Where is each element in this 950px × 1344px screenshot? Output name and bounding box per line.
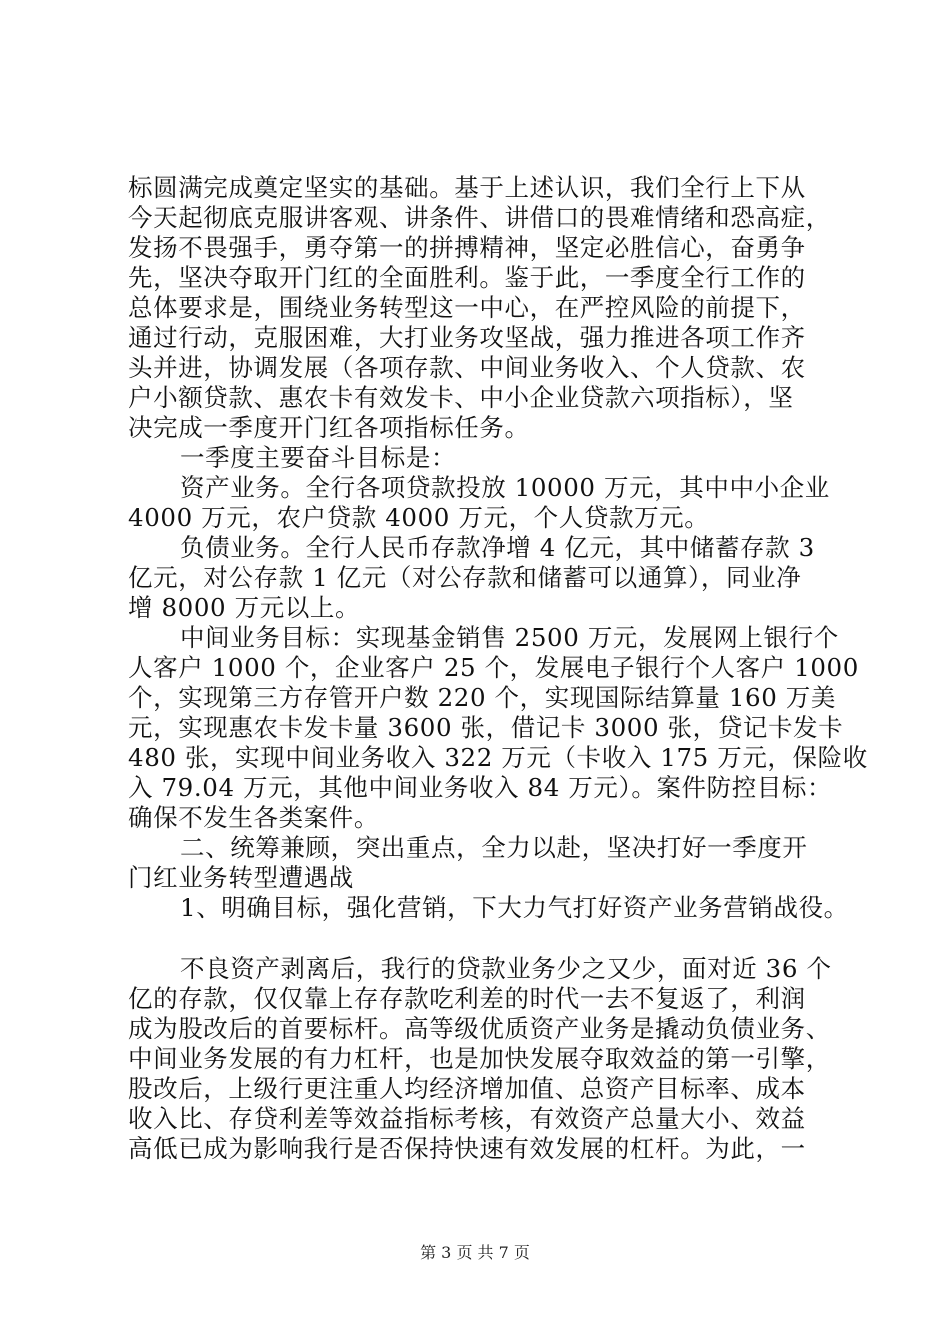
body-text-line: 中间业务发展的有力杠杆，也是加快发展夺取效益的第一引擎， (128, 1044, 831, 1073)
body-text-line: 中间业务目标：实现基金销售 2500 万元，发展网上银行个 (180, 623, 839, 652)
page-number-footer: 第 3 页 共 7 页 (420, 1243, 530, 1262)
body-text-line: 先，坚决夺取开门红的全面胜利。鉴于此，一季度全行工作的 (128, 263, 806, 292)
body-text-line: 头并进，协调发展（各项存款、中间业务收入、个人贷款、农 (128, 353, 806, 382)
body-text-line: 今天起彻底克服讲客观、讲条件、讲借口的畏难情绪和恐高症， (128, 203, 831, 232)
body-text-line: 不良资产剥离后，我行的贷款业务少之又少，面对近 36 个 (180, 954, 832, 983)
body-text-line: 股改后，上级行更注重人均经济增加值、总资产目标率、成本 (128, 1074, 806, 1103)
body-text-line: 亿元，对公存款 1 亿元（对公存款和储蓄可以通算），同业净 (128, 563, 802, 592)
body-text-line: 个，实现第三方存管开户数 220 个，实现国际结算量 160 万美 (128, 683, 836, 712)
body-text-line: 确保不发生各类案件。 (128, 803, 379, 832)
body-text-line: 人客户 1000 个，企业客户 25 个，发展电子银行个人客户 1000 (128, 653, 859, 682)
section-heading: 二、统筹兼顾，突出重点，全力以赴，坚决打好一季度开 (180, 833, 808, 862)
body-text-line: 4000 万元，农户贷款 4000 万元，个人贷款万元。 (128, 503, 710, 532)
body-text-line: 480 张，实现中间业务收入 322 万元（卡收入 175 万元，保险收 (128, 743, 868, 772)
body-text-line: 通过行动，克服困难，大打业务攻坚战，强力推进各项工作齐 (128, 323, 806, 352)
body-text-line: 亿的存款，仅仅靠上存存款吃利差的时代一去不复返了，利润 (128, 984, 806, 1013)
body-text-line: 增 8000 万元以上。 (128, 593, 361, 622)
body-text-line: 总体要求是，围绕业务转型这一中心，在严控风险的前提下， (128, 293, 806, 322)
body-text-line: 高低已成为影响我行是否保持快速有效发展的杠杆。为此，一 (128, 1134, 806, 1163)
body-text-line: 元，实现惠农卡发卡量 3600 张，借记卡 3000 张，贷记卡发卡 (128, 713, 844, 742)
subsection-heading: 1、明确目标，强化营销，下大力气打好资产业务营销战役。 (180, 893, 849, 922)
body-text-line: 发扬不畏强手，勇夺第一的拼搏精神，坚定必胜信心，奋勇争 (128, 233, 806, 262)
body-text-line: 决完成一季度开门红各项指标任务。 (128, 413, 530, 442)
body-text-line: 标圆满完成奠定坚实的基础。基于上述认识，我们全行上下从 (128, 173, 806, 202)
body-text-line: 户小额贷款、惠农卡有效发卡、中小企业贷款六项指标），坚 (128, 383, 794, 412)
body-text-line: 负债业务。全行人民币存款净增 4 亿元，其中储蓄存款 3 (180, 533, 815, 562)
section-heading: 门红业务转型遭遇战 (128, 863, 354, 892)
body-text-line: 资产业务。全行各项贷款投放 10000 万元，其中中小企业 (180, 473, 830, 502)
paragraph-heading: 一季度主要奋斗目标是： (180, 443, 457, 472)
body-text-line: 入 79.04 万元，其他中间业务收入 84 万元）。案件防控目标： (128, 773, 833, 802)
body-text-line: 收入比、存贷利差等效益指标考核，有效资产总量大小、效益 (128, 1104, 806, 1133)
body-text-line: 成为股改后的首要标杆。高等级优质资产业务是撬动负债业务、 (128, 1014, 831, 1043)
